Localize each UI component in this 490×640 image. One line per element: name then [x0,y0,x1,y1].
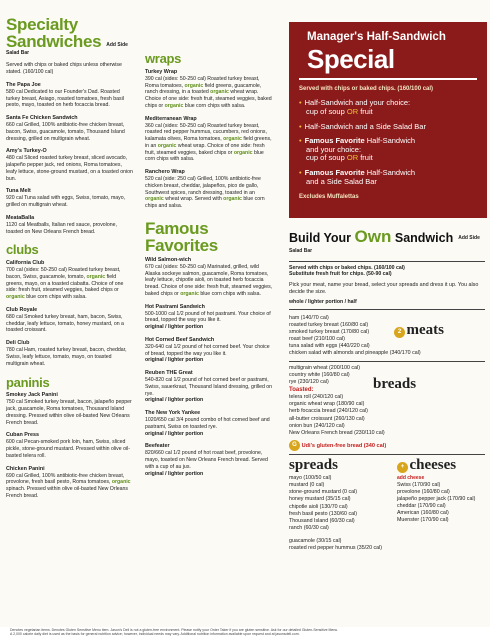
footer-line1: Denotes vegetarian items. Denotes Gluten Sensitive Menu item. Jason's Deli is not a gluten-free environment. Please notify your Order Taker if you are gluten sensitive. Ask for our detailed Gluten-Sensitive Menu. [10,628,339,632]
menu-item [6,215,134,236]
menu-item [145,257,273,298]
list-item: roast beef (210/100 cal) [289,336,345,343]
list-item: herb focaccia bread (240/120 cal) [289,408,368,415]
menu-item [145,337,273,364]
specialty-list [6,82,134,236]
list-item: all-butter croissant (260/130 cal) [289,415,365,422]
organic-highlight: organic [145,196,164,203]
menu-item [6,466,134,500]
breads-label: breads [373,375,417,392]
byo-size: whole / lighter portion / half [289,299,357,306]
list-item: American (160/80 cal) [397,510,449,517]
menu-item [6,260,134,301]
item-desc: 920 cal Tuna salad with eggs, Swiss, tomato, mayo, grilled on multigrain wheat. [6,195,126,209]
clubs-title: clubs [6,242,39,258]
meats-list [289,313,485,358]
divider [299,78,477,80]
item-name: The Papa Joe [6,81,41,88]
manager-option: • Half-Sandwich and your choice: cup of soup OR fruit [299,98,411,116]
item-name: Ranchero Wrap [145,169,185,176]
item-desc: 580 cal Dedicated to our Founder's Dad. Roasted turkey breast, Asiago, roasted tomatoes, fresh basil pesto, mayo, toasted on herb focaccia bread. [6,88,124,109]
footer-line2: A 2,000 calorie daily diet is used as the basis for general nutrition advice; however, individual needs may vary. Additional nutrition information available upon request and at jasonsdeli.com. [10,632,300,637]
list-item: stone-ground mustard (0 cal) [289,489,358,496]
cheeses-section [397,458,485,532]
menu-item [6,115,134,142]
organic-highlight: organic [111,479,131,486]
byo-addside: Add Side Salad Bar [289,235,480,255]
item-desc: 1020/650 cal 3/4 pound combo of hot corned beef and pastrami, Swiss on toasted rye. [145,417,270,430]
bullet-icon: • [299,98,302,108]
organic-highlight: organic [86,273,106,280]
item-name: Club Royale [6,306,38,313]
organic-highlight: organic [6,294,25,301]
menu-item [145,443,273,477]
list-item: telera roll (240/120 cal) [289,394,344,401]
organic-highlight: organic [223,196,242,203]
byo-intro2: Substitute fresh fruit for chips. (50-90 cal) [289,271,392,278]
step-number-icon: 2 [394,327,405,338]
bullet-icon: • [299,136,302,146]
spreads-section [289,458,391,532]
wraps-title: wraps [145,51,182,66]
item-desc: 700 cal (sides: 50-250 cal) Roasted turkey breast, bacon, Swiss, guacamole, tomato, organic field greens, mayo, on a toasted ciabatta. Choice of one side: fresh fruit, steamed veggies, baked chips or organic blue corn chips with salsa. [6,267,124,301]
item-desc: 480 cal Sliced roasted turkey breast, sliced avocado, jalapeño pepper jack, red onions, Roma tomatoes, leafy lettuce, stone-ground mustard, on a toasted onion bun. [6,155,133,182]
spreads-extra-list [289,538,485,552]
item-name: Cuban Press [6,432,39,439]
list-item: roasted turkey breast (160/80 cal) [289,321,369,328]
item-name: Hot Corned Beef Sandwich [145,336,215,343]
menu-item [145,410,273,437]
list-item: New Orleans French bread (230/110 cal) [289,429,385,436]
divider [289,261,485,262]
item-portion: original / lighter portion [145,430,204,437]
paninis-list [6,392,134,499]
wraps-list [145,69,273,210]
list-item: tuna salad with eggs (440/220 cal) [289,343,370,350]
item-name: California Club [6,260,45,267]
byo-title: Build Your Own Sandwich Add Side Salad Bar [289,227,480,255]
list-item: Thousand Island (60/30 cal) [289,517,355,524]
item-desc: 670 cal (sides: 50-250 cal) Marinated, grilled, wild Alaska sockeye salmon, guacamole, Roma tomatoes, leafy lettuce, chipotle aioli, on toasted herb focaccia bread. Choice of one side: fresh fruit, steamed veggies, baked chips or organic blue corn chips with salsa. [145,263,273,297]
menu-item [145,69,273,110]
manager-option: • Half-Sandwich and a Side Salad Bar [299,121,426,131]
organic-highlight: organic [210,89,229,96]
item-desc: 390 cal (sides: 50-250 cal) Roasted turkey breast, Roma tomatoes, organic field greens, guacamole, ranch dressing, in a toasted organic wheat wrap. Choice of one side: fresh fruit, steamed veggies, baked chips or organic blue corn chips with salsa. [145,75,272,109]
item-name: Turkey Wrap [145,68,178,75]
organic-highlight: organic [180,290,199,297]
gluten-free-icon: G [289,440,300,451]
menu-item [6,148,134,182]
manager-option: • Famous Favorite Half-Sandwich and your choice: cup of soup OR fruit [299,136,416,163]
list-item: ham (140/70 cal) [289,314,329,321]
list-item: smoked turkey breast (170/80 cal) [289,329,370,336]
manager-option: • Famous Favorite Half-Sandwich and a Side Salad Bar [299,168,416,186]
item-name: Mediterranean Wrap [145,115,197,122]
organic-highlight: organic [184,82,204,89]
menu-item [6,188,134,209]
menu-item [6,432,134,459]
item-desc: 600 cal Pecan-smoked pork loin, ham, Swiss, sliced pickle, stone-ground mustard. Pressed within olive oil-basted telera roll. [6,439,130,459]
list-item: mustard (0 cal) [289,482,325,489]
list-item: jalapeño pepper jack (170/90 cal) [397,495,476,502]
list-item: organic wheat wrap (180/90 cal) [289,401,365,408]
item-name: Beefeater [145,443,170,450]
list-item: onion bun (240/120 cal) [289,422,345,429]
list-item: fresh basil pesto (130/60 cal) [289,510,358,517]
manager-special: Special [307,43,395,74]
item-name: Tuna Melt [6,188,31,195]
clubs-list [6,260,134,367]
meats-section [289,313,485,358]
meats-label: 2 meats [394,323,444,338]
divider [289,361,485,362]
list-item: country white (160/80 cal) [289,371,350,378]
manager-sub: Served with chips or baked chips. (160/100 cal) [299,85,434,92]
menu-item [145,370,273,404]
organic-highlight: organic [164,102,184,109]
column-left [6,16,134,500]
toasted-label: Toasted: [289,387,314,394]
plus-icon: + [397,462,408,473]
item-desc: 500-1000 cal 1/2 pound of hot pastrami. Your choice of bread, topped the way you like it. [145,310,271,324]
manager-title: Manager's Half-Sandwich [307,31,446,43]
bullet-icon: • [299,121,302,131]
item-desc: 360 cal (sides: 50-250 cal) Roasted turkey breast, roasted red pepper hummus, cucumbers, red onions, kalamata olives, Roma tomatoes, organic field greens, in an organic wheat wrap. Choice of one side: fresh fruit, steamed veggies, baked chips or organic blue corn chips with salsa. [145,122,272,163]
list-item: roasted red pepper hummus (35/20 cal) [289,545,383,552]
manager-excludes: Excludes Muffalettas [299,194,359,201]
item-portion: original / lighter portion [145,470,204,477]
menu-item [145,169,273,210]
item-desc: 520 cal (side: 250 cal) Grilled, 100% antibiotic-free chicken breast, cheddar, jalapeños, pico de gallo, Southwest spices, ranch dressing, toasted in an organic wheat wrap. Served with organic blue corn chips and salsa. [145,176,265,210]
list-item: guacamole (30/15 cal) [289,538,342,545]
gluten-free-row: G Udi's gluten-free bread (340 cal) [289,440,485,451]
footer [0,627,490,640]
favorites-title: Famous Favorites [145,218,218,255]
item-desc: 780 cal Ham, roasted turkey breast, bacon, cheddar, Swiss, leafy lettuce, tomato, mayo, on toasted multigrain wheat. [6,347,127,367]
menu-item [6,392,134,426]
bullet-icon: • [299,168,302,178]
item-name: Santa Fe Chicken Sandwich [6,115,78,122]
list-item: Muenster (170/90 cal) [397,517,449,524]
menu-item [145,116,273,164]
cheeses-list [397,482,485,525]
item-portion: original / lighter portion [145,324,204,331]
item-name: Wild Salmon-wich [145,256,192,263]
list-item: chicken salad with almonds and pineapple (340/170 cal) [289,350,421,357]
item-desc: 690 cal Grilled, 100% antibiotic-free chicken breast, provolone, fresh basil pesto, Roma tomatoes, organic spinach. Pressed within olive oil-basted New Orleans French bread. [6,472,131,499]
list-item: mayo (100/50 cal) [289,474,332,481]
item-name: Reuben THE Great [145,370,193,377]
column-middle [145,52,273,477]
item-desc: 660 cal Grilled, 100% antibiotic-free chicken breast, bacon, Swiss, guacamole, tomato, Thousand Island dressing, grilled on multigrain wheat. [6,122,125,142]
list-item: honey mustard (35/15 cal) [289,496,351,503]
favorites-list [145,257,273,478]
list-item: Swiss (170/90 cal) [397,481,441,488]
item-desc: 820/660 cal 1/2 pound of hot roast beef, provolone, mayo, toasted on New Orleans French bread. Served with a cup of au jus. [145,450,268,470]
item-desc: 320-640 cal 1/2 pound of hot corned beef. Your choice of bread, topped the way you like it. [145,343,270,357]
divider [289,454,485,455]
item-name: Deli Club [6,340,30,347]
item-name: Smokey Jack Panini [6,392,58,399]
specialty-addside: Add Side Salad Bar [6,42,128,56]
list-item: rye (230/120 cal) [289,378,329,385]
item-portion: original / lighter portion [145,397,204,404]
list-item: multigrain wheat (200/100 cal) [289,364,360,371]
spreads-list [289,475,391,532]
item-desc: 540-820 cal 1/2 pound of hot corned beef or pastrami, Swiss, sauerkraut, Thousand Island dressing, grilled on rye. [145,377,273,397]
divider [289,309,485,310]
item-name: The New York Yankee [145,410,201,417]
specialty-intro: Served with chips or baked chips unless otherwise stated. (160/100 cal) [6,62,122,76]
list-item: cheddar (170/90 cal) [397,503,446,510]
item-desc: 750 cal Smoked turkey breast, bacon, jalapeño pepper jack, guacamole, Roma tomatoes, Thousand Island dressing. Pressed within olive oil-basted New Orleans French bread. [6,399,132,426]
menu-item [145,304,273,331]
spreads-cheeses [289,458,485,532]
specialty-title: Specialty Sandwiches [6,15,102,51]
byo-intro1: Served with chips or baked chips. (160/100 cal) [289,264,405,271]
byo-pick: Pick your meat, name your bread, select your spreads and dress it up. You also decide the size. [289,282,479,296]
item-name: Hot Pastrami Sandwich [145,303,205,310]
item-name: Chicken Panini [6,465,45,472]
manager-special-box [289,22,487,218]
item-name: Amy's Turkey-O [6,148,47,155]
organic-highlight: organic [223,136,242,143]
list-item: provolone (160/80 cal) [397,488,450,495]
menu-item [6,82,134,109]
spreads-label: spreads [289,456,338,473]
cheeses-add: add cheese [397,475,425,482]
menu-item [6,340,134,367]
build-your-own [289,228,485,552]
breads-section [289,365,485,437]
list-item: chipotle aioli (130/70 cal) [289,503,348,510]
list-item: ranch (60/30 cal) [289,524,329,531]
item-desc: 1120 cal Meatballs, Italian red sauce, provolone, toasted on New Orleans French bread. [6,221,117,235]
item-name: MeataBalla [6,214,35,221]
paninis-title: paninis [6,374,50,390]
cheeses-label: + cheeses [397,458,485,473]
organic-highlight: organic [157,142,177,149]
organic-highlight: organic [233,149,253,156]
menu-item [6,307,134,334]
item-portion: original / lighter portion [145,357,204,364]
item-desc: 680 cal Smoked turkey breast, ham, bacon, Swiss, cheddar, leafy lettuce, tomato, honey mustard, on a toasted croissant. [6,313,124,334]
